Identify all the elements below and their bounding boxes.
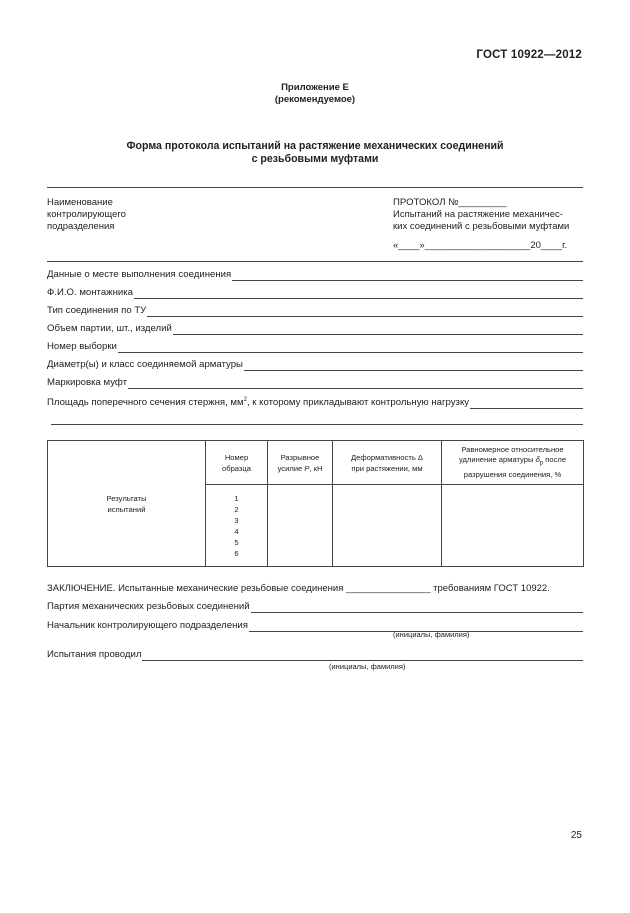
place-label: Данные о месте выполнения соединения [47,269,232,280]
tester-field[interactable] [47,647,583,661]
installer-label: Ф.И.О. монтажника [47,287,133,298]
sample-numbers-cell [206,485,268,567]
force-header-line1: Разрывное [280,452,320,462]
results-header-line1: Результаты [106,493,147,503]
divider-middle [47,261,583,262]
deformation-header-line2: при растяжении, мм [351,463,423,473]
area-line[interactable] [470,397,583,409]
protocol-desc-line2: ких соединений с резьбовыми муфтами [393,221,570,232]
elongation-header-line3: разрушения соединения, % [463,469,562,479]
sample-number-6: 6 [234,548,239,558]
diameter-label: Диаметр(ы) и класс соединяемой арматуры [47,359,243,370]
tester-label: Испытания проводил [47,649,142,660]
area-label-suffix: , к которому прикладывают контрольную нагрузку [246,397,470,408]
area-extra-line[interactable] [51,424,583,425]
batch-volume-line[interactable] [173,323,583,335]
marking-field[interactable] [47,375,583,389]
appendix-title: Приложение Е [281,82,349,93]
batch-label: Партия механических резьбовых соединений [47,601,250,612]
sample-number-4: 4 [234,526,239,536]
force-header-cell [268,441,333,485]
connection-type-label: Тип соединения по ТУ [47,305,147,316]
diameter-line[interactable] [244,359,583,371]
sample-header-line1: Номер [224,452,249,462]
force-header-text: усилие [277,463,305,473]
sample-number-2: 2 [234,504,239,514]
tester-line[interactable] [142,649,583,661]
elongation-header-subscript: р [539,461,544,467]
sample-header-line2: образца [222,463,251,473]
chief-label: Начальник контролирующего подразделения [47,620,248,631]
org-name-line3: подразделения [47,221,115,232]
deformation-values-cell[interactable] [333,485,442,567]
marking-line[interactable] [128,377,583,389]
protocol-desc-line1: Испытаний на растяжение механичес- [393,209,563,220]
elongation-values-cell[interactable] [442,485,584,567]
chief-caption: (инициалы, фамилия) [393,630,470,639]
elongation-header-cell [442,441,584,485]
appendix-status: (рекомендуемое) [274,94,356,105]
connection-type-line[interactable] [147,305,583,317]
diameter-field[interactable] [47,357,583,371]
protocol-number[interactable]: ПРОТОКОЛ №_________ [393,197,507,208]
area-label-sup: 2 [243,396,247,403]
place-field[interactable] [47,267,583,281]
conclusion-text: ЗАКЛЮЧЕНИЕ. Испытанные механические резьбовые соединения ________________ требованиям ГОСТ 10922. [47,583,550,594]
elongation-header-line1: Равномерное относительное [461,444,564,454]
batch-volume-label: Объем партии, шт., изделий [47,323,172,334]
sample-number-field[interactable] [47,339,583,353]
results-header-line2: испытаний [107,504,146,514]
divider-top [47,187,583,188]
sample-number-1: 1 [234,493,239,503]
sample-number-line[interactable] [118,341,583,353]
area-label [47,394,469,409]
elongation-header-line2 [442,455,583,469]
page-number: 25 [570,830,582,841]
deformation-header-symbol: Δ [417,452,423,462]
results-table [47,440,584,567]
deformation-header-cell [333,441,442,485]
batch-volume-field[interactable] [47,321,583,335]
area-field[interactable] [47,395,583,409]
elongation-header-symbol: δ [535,455,540,465]
form-title-line1: Форма протокола испытаний на растяжение механических соединений [126,140,504,152]
sample-number-5: 5 [234,537,239,547]
force-header-symbol: Р [304,463,310,473]
form-title-line2: с резьбовыми муфтами [251,153,379,165]
org-name-line1: Наименование [47,197,113,208]
chief-field[interactable] [47,618,583,632]
place-line[interactable] [232,269,583,281]
force-header-line2 [268,463,332,474]
force-header-unit: , кН [309,463,323,473]
org-name-line2: контролирующего [47,209,126,220]
elongation-header-text: удлинение арматуры [458,455,536,465]
protocol-date[interactable]: «____»____________________20____г. [393,240,568,251]
sample-header-cell [206,441,268,485]
area-label-prefix: Площадь поперечного сечения стержня, мм [47,397,244,408]
installer-field[interactable] [47,285,583,299]
deformation-header-text: Деформативность [351,452,418,462]
batch-line[interactable] [251,601,583,613]
standard-number: ГОСТ 10922—2012 [476,49,582,61]
results-header-cell [48,441,206,567]
force-values-cell[interactable] [268,485,333,567]
tester-caption: (инициалы, фамилия) [329,662,406,671]
sample-number-3: 3 [234,515,239,525]
sample-number-label: Номер выборки [47,341,117,352]
marking-label: Маркировка муфт [47,377,127,388]
connection-type-field[interactable] [47,303,583,317]
elongation-header-after: после [543,455,567,465]
installer-line[interactable] [134,287,583,299]
deformation-header-line1 [333,452,441,463]
batch-field[interactable] [47,599,583,613]
